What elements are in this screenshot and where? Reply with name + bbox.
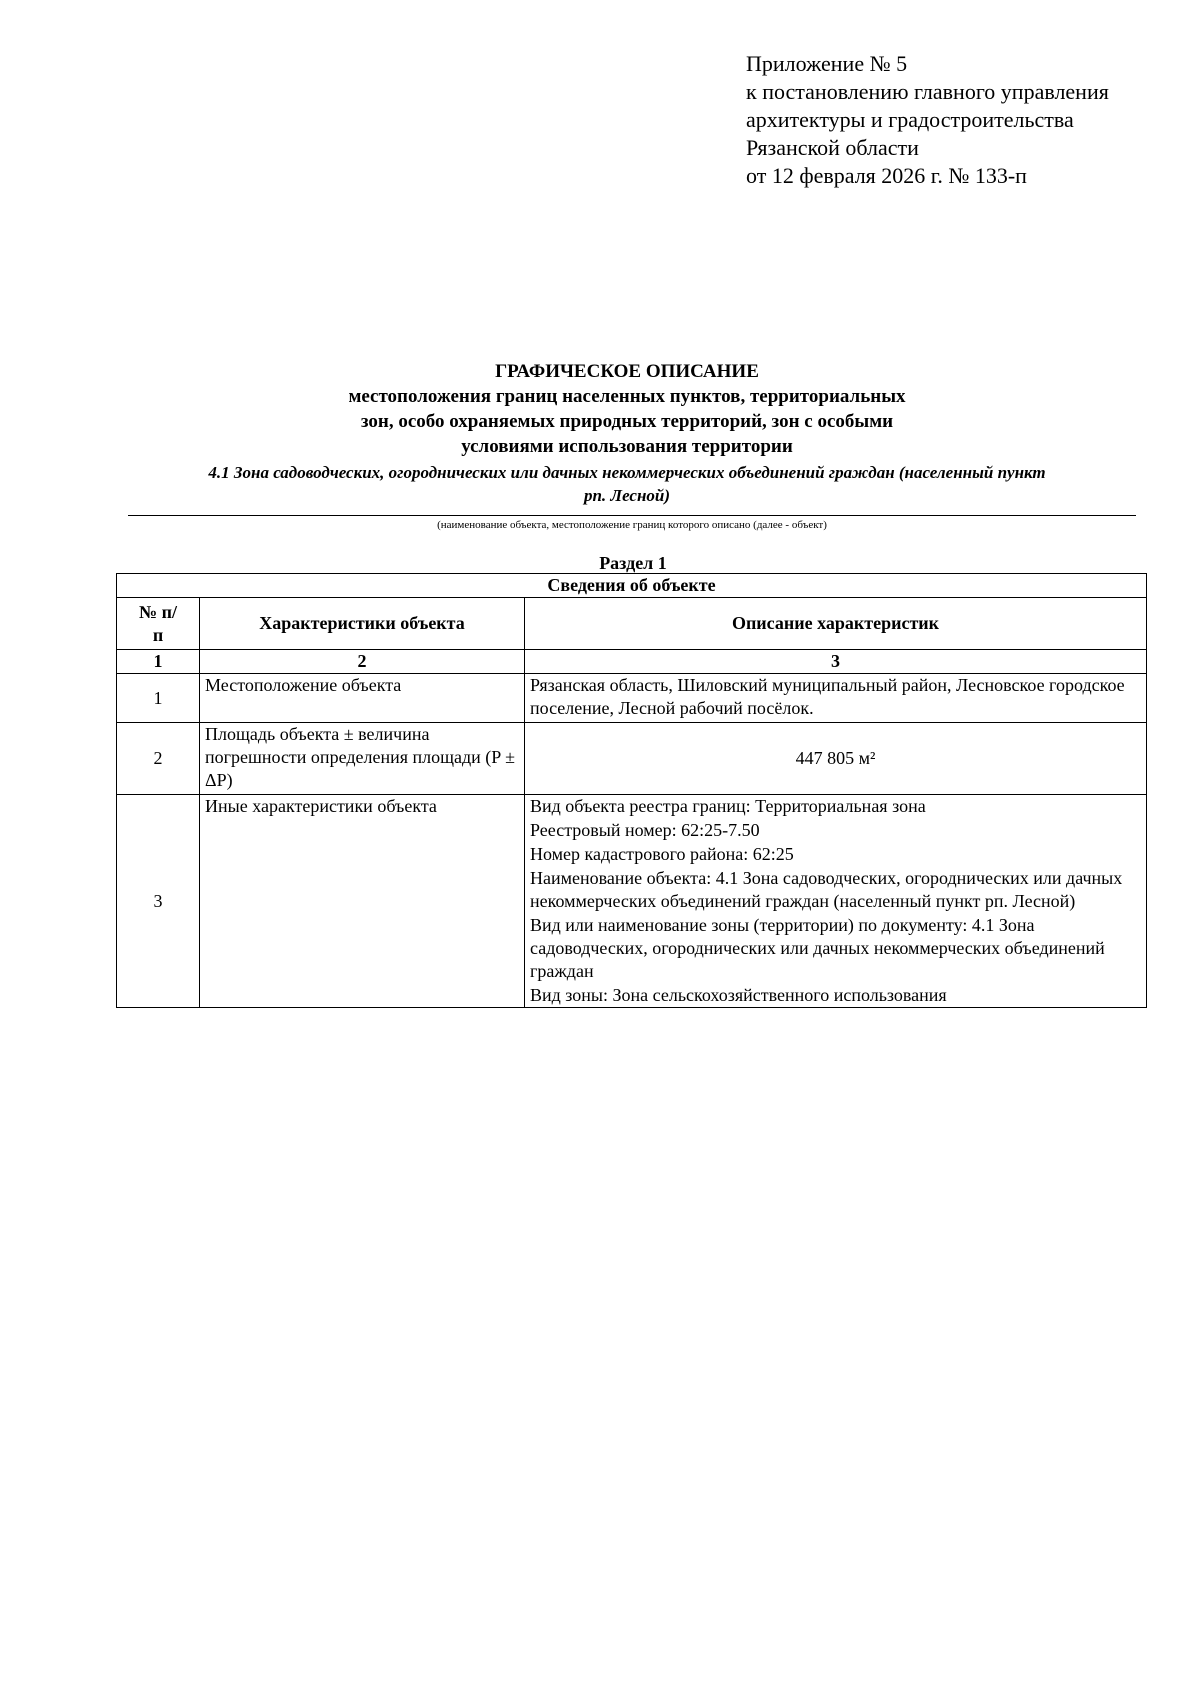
row-description bbox=[525, 723, 1147, 795]
row-description bbox=[525, 674, 1147, 723]
column-numbers-row bbox=[117, 650, 1147, 674]
section-title: Раздел 1 bbox=[599, 553, 667, 573]
description-line: Номер кадастрового района: 62:25 bbox=[530, 844, 794, 864]
row-characteristic: Иные характеристики объекта bbox=[200, 795, 525, 1008]
table-row bbox=[117, 674, 1147, 723]
appendix-line: Приложение № 5 bbox=[746, 51, 908, 76]
object-name-caption: (наименование объекта, местоположение границ которого описано (далее - объект) bbox=[437, 519, 827, 531]
row-number: 1 bbox=[117, 674, 200, 723]
object-name-underline bbox=[128, 515, 1136, 516]
row-description bbox=[525, 795, 1147, 1008]
row-number: 3 bbox=[117, 795, 200, 1008]
column-number: 3 bbox=[525, 650, 1147, 674]
description-line: 447 805 м² bbox=[795, 748, 876, 768]
column-number: 2 bbox=[200, 650, 525, 674]
description-line: Вид или наименование зоны (территории) по документу: 4.1 Зона садоводческих, огороднических или дачных некоммерческих объединений граждан bbox=[530, 915, 1105, 981]
table-row bbox=[117, 723, 1147, 795]
document-subtitle-line: зон, особо охраняемых природных территорий, зон с особыми bbox=[360, 411, 894, 432]
appendix-line: от 12 февраля 2026 г. № 133-п bbox=[746, 163, 1027, 188]
object-name-line: 4.1 Зона садоводческих, огороднических или дачных некоммерческих объединений граждан (населенный пункт bbox=[208, 463, 1046, 482]
appendix-line: архитектуры и градостроительства bbox=[746, 107, 1074, 132]
appendix-reference bbox=[746, 50, 1166, 190]
description-line: Вид зоны: Зона сельскохозяйственного использования bbox=[530, 985, 947, 1005]
document-subtitle-line: условиями использования территории bbox=[461, 436, 793, 457]
appendix-line: к постановлению главного управления bbox=[746, 79, 1109, 104]
document-subtitle-line: местоположения границ населенных пунктов, территориальных bbox=[348, 386, 906, 407]
description-line: Рязанская область, Шиловский муниципальный район, Лесновское городское поселение, Лесной рабочий посёлок. bbox=[530, 675, 1125, 718]
row-characteristic: Площадь объекта ± величина погрешности определения площади (P ± ΔP) bbox=[200, 723, 525, 795]
description-line: Вид объекта реестра границ: Территориальная зона bbox=[530, 796, 926, 816]
column-header-characteristics: Характеристики объекта bbox=[200, 598, 525, 650]
column-header-number bbox=[117, 598, 200, 650]
column-header-number-label: № п/п bbox=[139, 601, 177, 645]
description-line: Реестровый номер: 62:25-7.50 bbox=[530, 820, 760, 840]
column-header-description: Описание характеристик bbox=[525, 598, 1147, 650]
description-line: Наименование объекта: 4.1 Зона садоводческих, огороднических или дачных некоммерческих объединений граждан (населенный пункт рп. Лесной) bbox=[530, 868, 1123, 911]
document-header bbox=[118, 359, 1136, 507]
object-name bbox=[118, 461, 1136, 507]
table-row bbox=[117, 795, 1147, 1008]
table-title-row bbox=[117, 574, 1147, 598]
document-title: ГРАФИЧЕСКОЕ ОПИСАНИЕ bbox=[495, 361, 759, 382]
table-title: Сведения об объекте bbox=[117, 574, 1147, 598]
row-number: 2 bbox=[117, 723, 200, 795]
column-number: 1 bbox=[117, 650, 200, 674]
object-info-table bbox=[116, 573, 1147, 1008]
row-characteristic: Местоположение объекта bbox=[200, 674, 525, 723]
object-name-line: рп. Лесной) bbox=[583, 486, 671, 505]
appendix-line: Рязанской области bbox=[746, 135, 919, 160]
table-header-row bbox=[117, 598, 1147, 650]
